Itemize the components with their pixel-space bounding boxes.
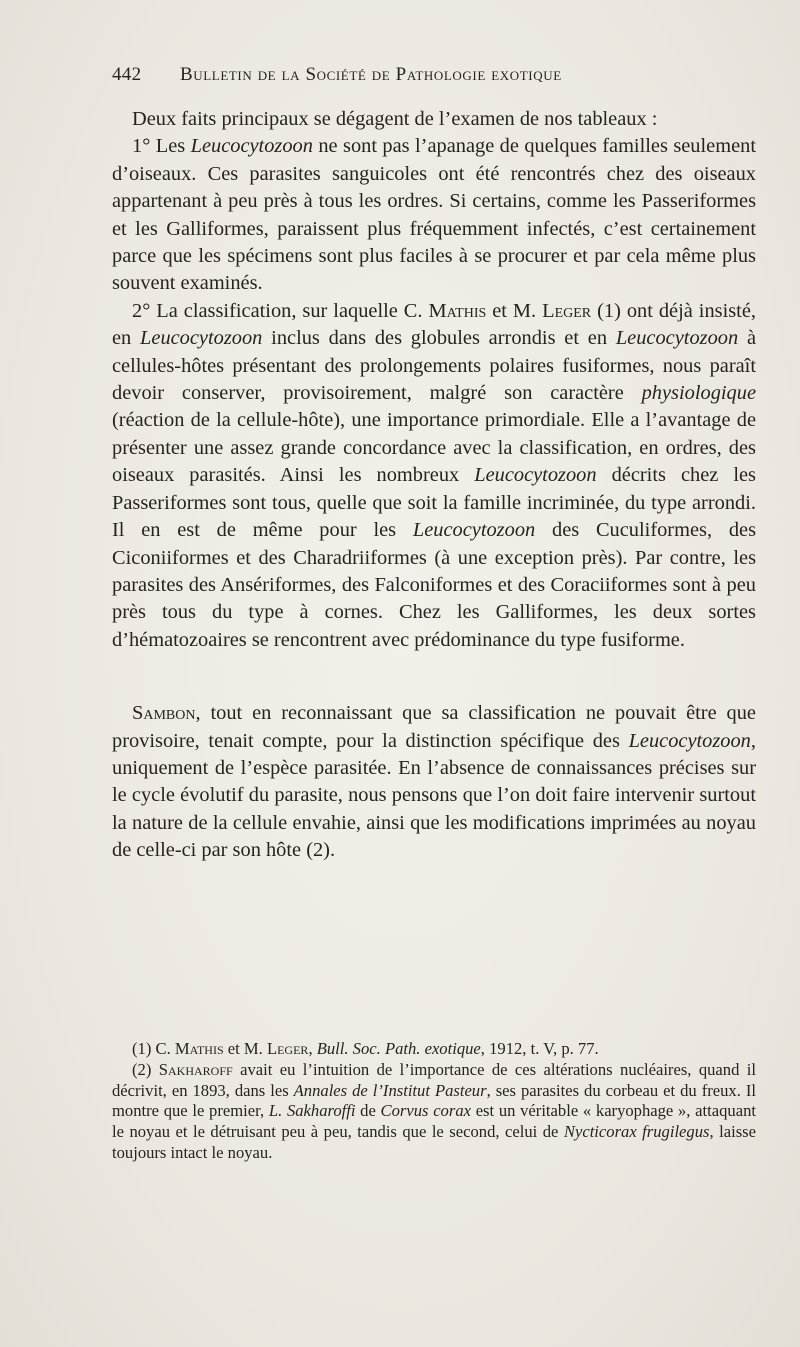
genus-name: Leucocytozoon [412, 519, 536, 542]
genus-name: Leucocytozoon [140, 327, 263, 350]
section-gap [112, 654, 756, 700]
genus-name: Leucocytozoon [190, 135, 313, 158]
intro-paragraph: Deux faits principaux se dégagent de l’examen de nos tableaux : [132, 108, 658, 130]
journal-name: Annales de l’Institut Pasteur [293, 1080, 487, 1100]
author-name: Mathis [428, 299, 487, 322]
author-name: Sakharoff [158, 1059, 233, 1079]
author-name: Leger [266, 1039, 309, 1058]
species-name: Nycticorax frugilegus [563, 1122, 710, 1142]
journal-title: Bulletin de la Société de Pathologie exotique [180, 64, 562, 85]
author-name: Mathis [174, 1039, 224, 1058]
page-number: 442 [112, 64, 142, 85]
footnotes [112, 1039, 756, 1164]
paragraph-2: 2° La classification, sur laquelle C. Mathis et M. Leger (1) ont déjà insisté, en Leucocytozoon inclus dans des globules arrondis et en Leucocytozoon à cellules-hôtes présentant des prolongements polaires fusiformes, nous paraît devoir conserver, provisoirement, malgré son caractère physiologique (réaction de la cellule-hôte), une importance primordiale. Elle a l’avantage de présenter une assez grande concordance avec la classification, en ordres, des oiseaux parasités. Ainsi les nombreux Leucocytozoon décrits chez les Passeriformes sont tous, quelle que soit la famille incriminée, du type arrondi. Il en est de même pour les Leucocytozoon des Cuculiformes, des Ciconiiformes et des Charadriiformes (à une exception près). Par contre, les parasites des Ansériformes, des Falconiformes et des Coraciiformes sont à peu près tous du type à cornes. Chez les Galliformes, les deux sortes d’hématozoaires se rencontrent avec prédominance du type fusiforme. [112, 299, 757, 651]
author-name: Sambon [132, 702, 196, 725]
author-name: Leger [542, 299, 592, 322]
footnote-1: (1) C. Mathis et M. Leger, Bull. Soc. Path. exotique, 1912, t. V, p. 77. [132, 1039, 599, 1058]
running-header [112, 64, 672, 86]
genus-name: Leucocytozoon [615, 327, 739, 350]
journal-name: Bull. Soc. Path. exotique [316, 1039, 481, 1058]
paragraph-1: 1° Les Leucocytozoon ne sont pas l’apanage de quelques familles seulement d’oiseaux. Ces parasites sanguicoles ont été rencontrés chez des oiseaux appartenant à peu près à tous les ordres. Si certains, comme les Passeriformes et les Galliformes, paraissent plus fréquemment infectés, c’est certainement parce que les spécimens sont plus faciles à se procurer et par cela même plus souvent examinés. [112, 135, 756, 295]
genus-name: Leucocytozoon [628, 729, 751, 752]
species-name: Corvus corax [380, 1101, 471, 1121]
genus-name: Leucocytozoon [474, 464, 597, 487]
term: physiologique [641, 382, 756, 405]
species-name: L. Sakharoffi [268, 1101, 356, 1121]
body-text [112, 106, 756, 865]
paragraph-3: Sambon, tout en reconnaissant que sa classification ne pouvait être que provisoire, tenait compte, pour la distinction spécifique des Leucocytozoon, uniquement de l’espèce parasitée. En l’absence de connaissances précises sur le cycle évolutif du parasite, nous pensons que l’on doit faire intervenir surtout la nature de la cellule envahie, ainsi que les modifications imprimées au noyau de celle-ci par son hôte (2). [112, 702, 756, 862]
footnote-2: (2) Sakharoff avait eu l’intuition de l’importance de ces altérations nucléaires, quand il décrivit, en 1893, dans les Annales de l’Institut Pasteur, ses parasites du corbeau et du freux. Il montre que le premier, L. Sakharoffi de Corvus corax est un véritable « karyophage », attaquant le noyau et le détruisant peu à peu, tandis que le second, celui de Nycticorax frugilegus, laisse toujours intact le noyau. [112, 1059, 757, 1162]
